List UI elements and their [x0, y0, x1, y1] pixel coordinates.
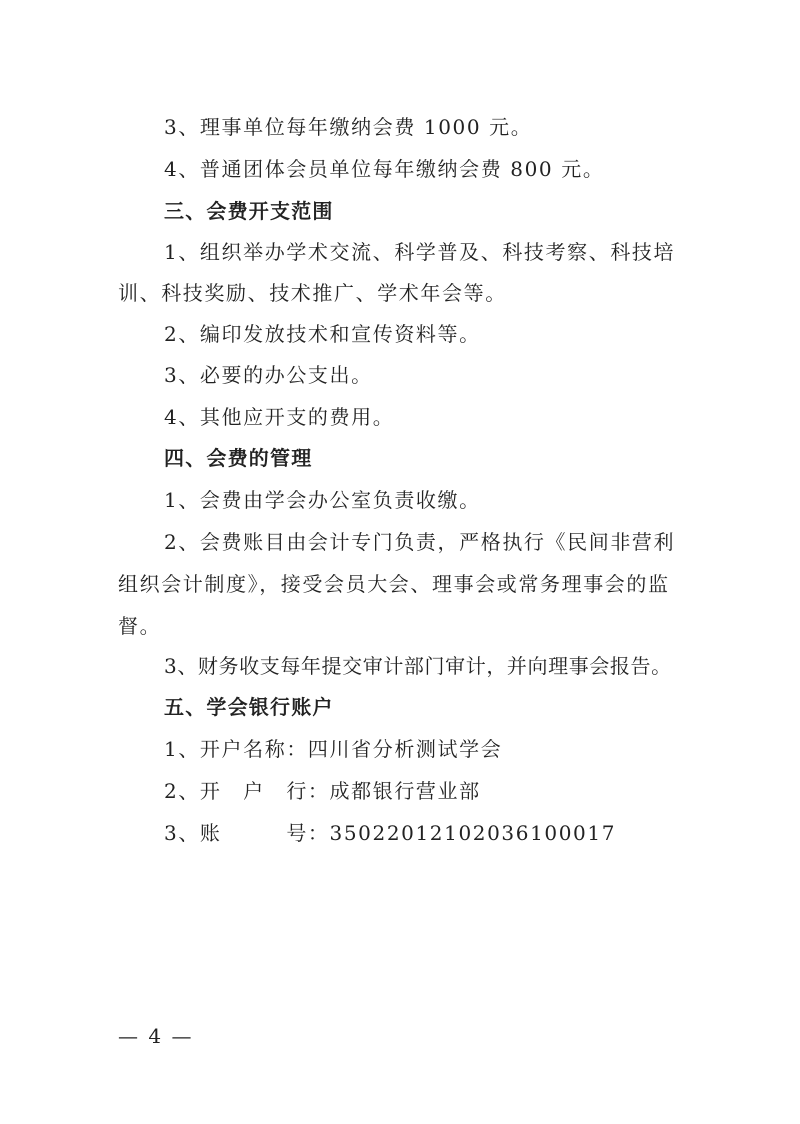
bank-account-name: 1、开户名称：四川省分析测试学会: [164, 737, 503, 761]
paragraph-management-item-2-line2: 组织会计制度》，接受会员大会、理事会或常务理事会的监: [118, 572, 670, 596]
paragraph-expenditure-item-1-line1: 1、组织举办学术交流、科学普及、科技考察、科技培: [164, 240, 676, 264]
paragraph-management-item-1: 1、会费由学会办公室负责收缴。: [164, 488, 481, 512]
page-number: — 4 —: [118, 1024, 194, 1048]
section-heading-fee-management: 四、会费的管理: [164, 446, 313, 470]
paragraph-expenditure-item-2: 2、编印发放技术和宣传资料等。: [164, 322, 481, 346]
paragraph-expenditure-item-1-line2: 训、科技奖励、技术推广、学术年会等。: [118, 281, 507, 305]
paragraph-management-item-3: 3、财务收支每年提交审计部门审计，并向理事会报告。: [164, 654, 672, 678]
bank-account-branch: 2、开 户 行：成都银行营业部: [164, 779, 481, 803]
paragraph-expenditure-item-4: 4、其他应开支的费用。: [164, 405, 395, 429]
paragraph-expenditure-item-3: 3、必要的办公支出。: [164, 363, 373, 387]
paragraph-management-item-2-line3: 督。: [118, 614, 162, 638]
paragraph-management-item-2-line1: 2、会费账目由会计专门负责，严格执行《民间非营利: [164, 530, 676, 554]
paragraph-membership-fee-council: 3、理事单位每年缴纳会费 1000 元。: [164, 115, 533, 139]
section-heading-expenditure-scope: 三、会费开支范围: [164, 199, 334, 223]
bank-account-number: 3、账 号：35022012102036100017: [164, 821, 617, 845]
section-heading-bank-account: 五、学会银行账户: [164, 695, 334, 719]
paragraph-membership-fee-group: 4、普通团体会员单位每年缴纳会费 800 元。: [164, 157, 605, 181]
